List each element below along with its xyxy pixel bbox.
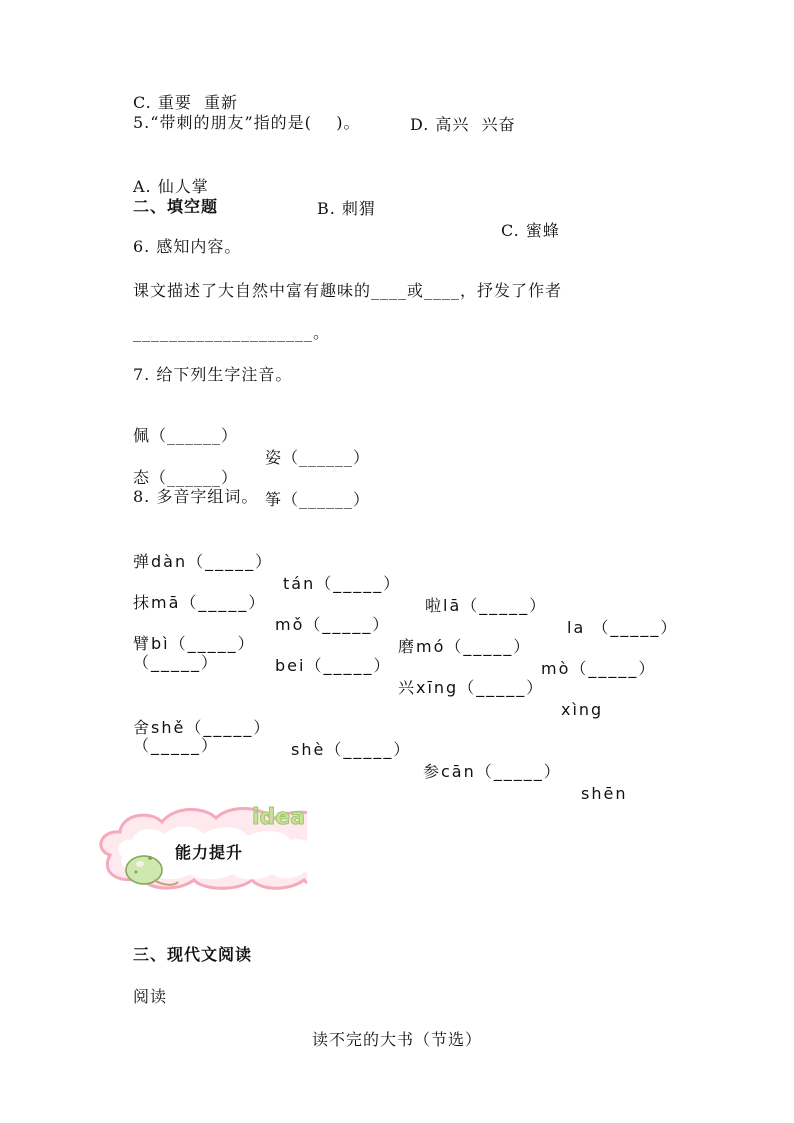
q8-item: mǒ（_____） [275, 615, 391, 634]
q8-item: 臂bì（_____） [133, 634, 256, 653]
q8-item: 弹dàn（_____） [133, 552, 274, 571]
question-5-stem: 5.“带刺的朋友”指的是( )。 [133, 113, 361, 132]
section-3-title: 三、现代文阅读 [133, 945, 253, 964]
q8-item: mò（_____） [541, 659, 657, 678]
question-8-stem: 8. 多音字组词。 [133, 487, 259, 506]
q8-item: la （_____） [567, 618, 679, 637]
svg-text:idea: idea [252, 805, 306, 830]
q7-item: 姿（______） [265, 448, 371, 467]
reading-label: 阅读 [133, 987, 168, 1006]
section-2-title: 二、填空题 [133, 197, 219, 216]
q8-item: 磨mó（_____） [398, 637, 532, 656]
q8-item: tán（_____） [283, 574, 402, 593]
q7-item: 佩（______） [133, 426, 239, 445]
idea-logo-icon [252, 805, 305, 830]
q8-item: shè（_____） [291, 740, 412, 759]
q7-item: 筝（______） [265, 490, 371, 509]
option-c: C. 蜜蜂 [501, 221, 560, 240]
q8-row-3-wrap: （_____） [133, 653, 220, 672]
question-6-line-2: ____________________。 [133, 323, 331, 342]
q8-item: 参cān（_____） [423, 762, 562, 781]
option-c: C. 重要 重新 [133, 93, 239, 112]
q8-item: 兴xīng（_____） [398, 678, 545, 697]
q8-item: shēn [581, 784, 628, 803]
ability-banner-label: 能力提升 [175, 843, 244, 862]
option-b: B. 刺猬 [317, 199, 376, 218]
q8-item: 舍shě（_____） [133, 718, 272, 737]
q7-item: 态（______） [133, 468, 239, 487]
question-7-stem: 7. 给下列生字注音。 [133, 365, 293, 384]
q8-item: bei（_____） [275, 656, 392, 675]
option-d: D. 高兴 兴奋 [410, 115, 516, 134]
q8-item: 抹mā（_____） [133, 593, 267, 612]
question-6-line-1: 课文描述了大自然中富有趣味的____或____，抒发了作者 [133, 281, 563, 300]
q8-row-4-wrap: （_____） [133, 736, 220, 755]
q8-item: 啦lā（_____） [425, 596, 548, 615]
passage-title: 读不完的大书（节选） [311, 1030, 482, 1049]
q8-item: xìng [561, 700, 604, 719]
option-a: A. 仙人掌 [133, 177, 209, 196]
question-6-stem: 6. 感知内容。 [133, 237, 242, 256]
